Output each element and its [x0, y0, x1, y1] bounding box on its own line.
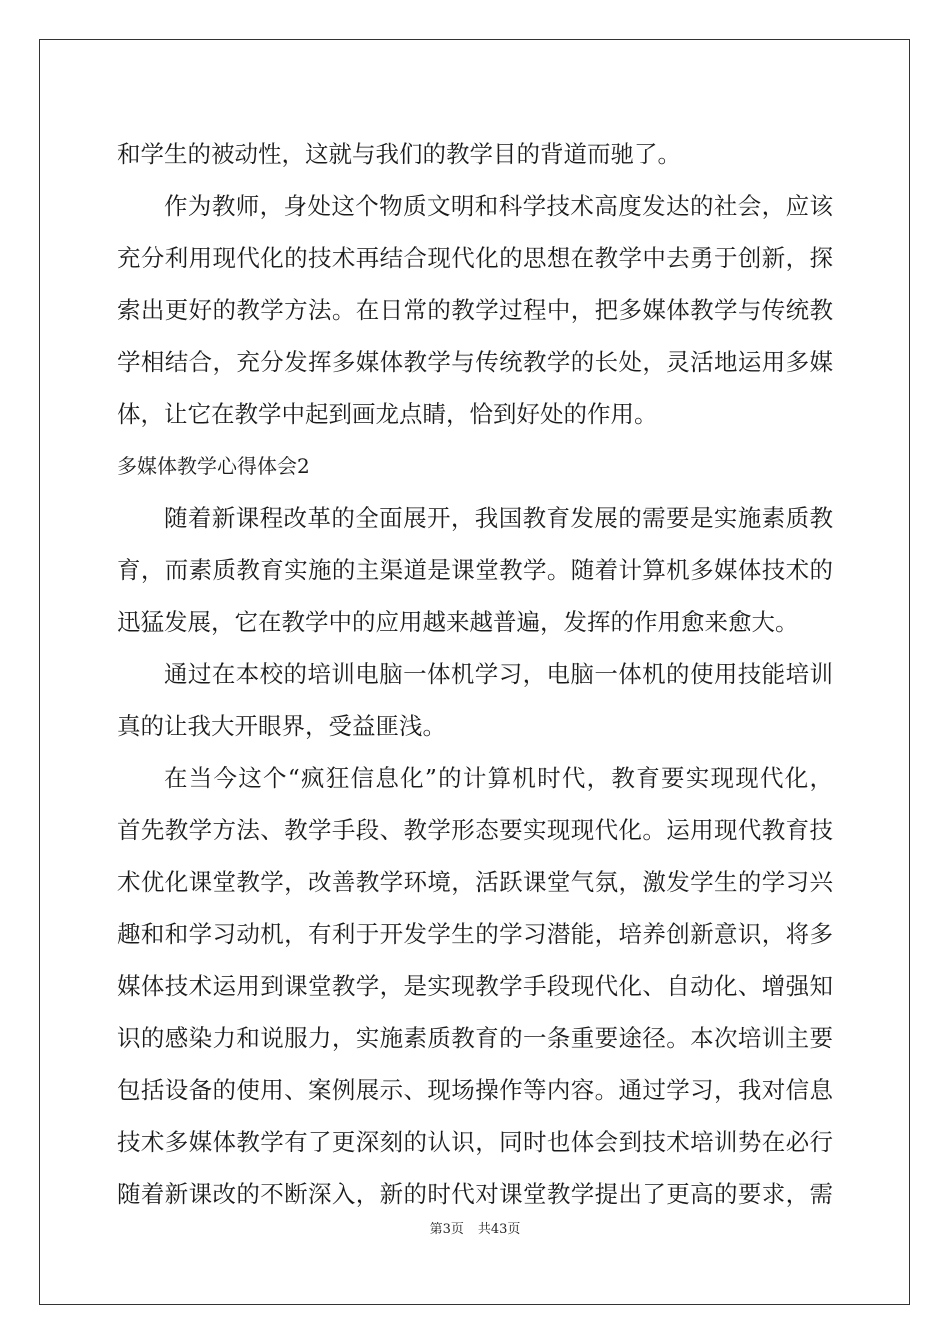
page-number: 第3页: [429, 1222, 464, 1237]
text-line: 通过在本校的培训电脑一体机学习，电脑一体机的使用技能培训: [164, 660, 833, 688]
page-footer: [0, 1218, 950, 1237]
text-line: 技术多媒体教学有了更深刻的认识，同时也体会到技术培训势在必行: [117, 1128, 833, 1156]
paragraph-group-1: [117, 128, 833, 440]
text-line: 包括设备的使用、案例展示、现场操作等内容。通过学习，我对信息: [117, 1076, 833, 1104]
text-line: 术优化课堂教学，改善教学环境，活跃课堂气氛，激发学生的学习兴: [117, 868, 833, 896]
text-line: 育，而素质教育实施的主渠道是课堂教学。随着计算机多媒体技术的: [117, 556, 833, 584]
section-title: 多媒体教学心得体会2: [117, 454, 310, 478]
text-line: 索出更好的教学方法。在日常的教学过程中，把多媒体教学与传统教: [117, 296, 833, 324]
text-line: 和学生的被动性，这就与我们的教学目的背道而驰了。: [117, 140, 681, 168]
paragraph-group-2: [117, 492, 833, 1220]
text-line: 随着新课改的不断深入，新的时代对课堂教学提出了更高的要求，需: [117, 1180, 833, 1208]
document-body: [117, 128, 833, 1220]
text-line: 趣和和学习动机，有利于开发学生的学习潜能，培养创新意识，将多: [117, 920, 833, 948]
text-line: 充分利用现代化的技术再结合现代化的思想在教学中去勇于创新，探: [117, 244, 833, 272]
text-line: 迅猛发展，它在教学中的应用越来越普遍，发挥的作用愈来愈大。: [117, 608, 799, 636]
page-total: 共43页: [477, 1222, 521, 1237]
text-line: 体，让它在教学中起到画龙点睛，恰到好处的作用。: [117, 400, 658, 428]
text-line: 随着新课程改革的全面展开，我国教育发展的需要是实施素质教: [164, 504, 833, 532]
text-line: 学相结合，充分发挥多媒体教学与传统教学的长处，灵活地运用多媒: [117, 348, 833, 376]
text-line: 识的感染力和说服力，实施素质教育的一条重要途径。本次培训主要: [117, 1024, 833, 1052]
text-line: 在当今这个“疯狂信息化”的计算机时代，教育要实现现代化，: [164, 764, 833, 792]
text-line: 真的让我大开眼界，受益匪浅。: [117, 712, 446, 740]
text-line: 首先教学方法、教学手段、教学形态要实现现代化。运用现代教育技: [117, 816, 833, 844]
text-line: 媒体技术运用到课堂教学，是实现教学手段现代化、自动化、增强知: [117, 972, 833, 1000]
text-line: 作为教师，身处这个物质文明和科学技术高度发达的社会，应该: [164, 192, 833, 220]
